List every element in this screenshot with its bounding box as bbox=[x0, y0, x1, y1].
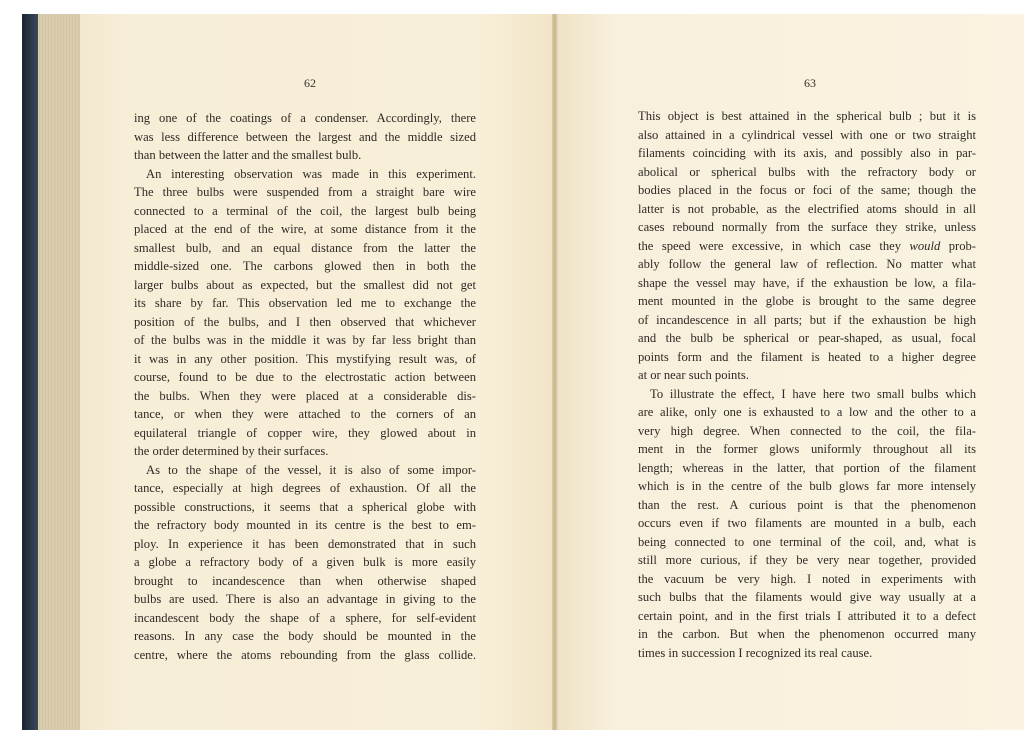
text-line: ploy. In experience it has been demonstrated that in such bbox=[134, 536, 476, 551]
text-line: latter is not probable, as the electrified atoms should in all bbox=[638, 201, 976, 216]
text-line: also attained in a cylindrical vessel with one or two straight bbox=[638, 127, 976, 142]
text-line: equilateral triangle of copper wire, they glowed about in bbox=[134, 425, 476, 440]
text-line: abolical or spherical bulbs with the refractory body or bbox=[638, 164, 976, 179]
text-line: To illustrate the effect, I have here two small bulbs which bbox=[650, 386, 976, 401]
text-line: which is in the centre of the bulb glows far more intensely bbox=[638, 479, 976, 493]
text-line: such bulbs that the filaments would give way usually at a bbox=[638, 590, 976, 604]
text-line: centre, where the atoms rebounding from the glass collide. bbox=[134, 647, 476, 662]
text-line: in the carbon. But when the phenomenon occurred many bbox=[638, 627, 976, 641]
text-line: and the bulb be spherical or pear-shaped, as usual, focal bbox=[638, 331, 976, 345]
text-line: was less difference between the largest and the middle sized bbox=[134, 129, 476, 144]
text-line: it was in any other position. This mystifying result was, of bbox=[134, 351, 476, 366]
page-edges bbox=[38, 14, 80, 730]
text-line: the vacuum be very high. I noted in experiments with bbox=[638, 571, 976, 586]
text-line: incandescent body the shape of a sphere, for self-evident bbox=[134, 610, 476, 625]
text-line: smallest bulb, and an equal distance from the latter the bbox=[134, 240, 476, 255]
text-line: bulbs are used. There is also an advantage in giving to the bbox=[134, 592, 476, 606]
text-line: than between the latter and the smallest bulb. bbox=[134, 148, 362, 162]
text-line: ment mounted in the globe is brought to the same degree bbox=[638, 294, 976, 308]
text-line: tance, especially at high degrees of exhaustion. Of all the bbox=[134, 481, 476, 495]
text-line: tance, or when they were attached to the corners of an bbox=[134, 407, 476, 421]
text-line: placed at the end of the wire, at some distance from it the bbox=[134, 222, 476, 236]
text-line: at or near such points. bbox=[638, 368, 749, 382]
left-page-number: 62 bbox=[304, 76, 316, 90]
text-line: brought to incandescence than when otherwise shaped bbox=[134, 573, 476, 588]
text-line: of the bulbs was in the middle it was by far less bright than bbox=[134, 333, 476, 347]
text-line: the order determined by their surfaces. bbox=[134, 444, 329, 458]
text-line: still more curious, if they be very near together, provided bbox=[638, 553, 976, 567]
text-line: certain point, and in the first trials I attributed it to a defect bbox=[638, 608, 976, 623]
text-line: occurs even if two filaments are mounted in a bulb, each bbox=[638, 516, 976, 530]
text-line: of incandescence in all parts; but if the exhaustion be high bbox=[638, 312, 976, 327]
text-line: bodies placed in the focus or foci of the same; though the bbox=[638, 183, 976, 197]
text-line: the speed were excessive, in which case they would prob- bbox=[638, 238, 976, 253]
text-line: a globe a refractory body of a given bulk is more easily bbox=[134, 555, 476, 569]
text-line: ment in the former glows uniformly throughout all its bbox=[638, 442, 976, 456]
text-line: the refractory body mounted in its centre is the best to em- bbox=[134, 518, 476, 532]
text-line: ing one of the coatings of a condenser. Accordingly, there bbox=[134, 111, 476, 125]
right-page-text bbox=[638, 107, 976, 662]
text-line: As to the shape of the vessel, it is also of some impor- bbox=[146, 462, 476, 477]
text-line: The three bulbs were suspended from a straight bare wire bbox=[134, 185, 476, 199]
text-line: possible constructions, it seems that a spherical globe with bbox=[134, 499, 476, 514]
text-line: very high degree. When connected to the coil, the fila- bbox=[638, 423, 976, 438]
text-line: points form and the filament is heated to a higher degree bbox=[638, 349, 976, 364]
text-line: the bulbs. When they were placed at a considerable dis- bbox=[134, 388, 476, 403]
text-line: cases rebound normally from the surface they strike, unless bbox=[638, 220, 976, 234]
text-line: larger bulbs about as expected, but the smallest did not get bbox=[134, 277, 476, 292]
text-line: course, found to be due to the electrostatic action between bbox=[134, 370, 476, 384]
left-page-text bbox=[134, 109, 476, 664]
text-line: reasons. In any case the body should be mounted in the bbox=[134, 629, 476, 643]
text-line: An interesting observation was made in this experiment. bbox=[146, 166, 476, 181]
right-page-number: 63 bbox=[804, 76, 816, 90]
text-line: filaments coinciding with its axis, and possibly also in par- bbox=[638, 146, 976, 160]
text-line: being connected to one terminal of the coil, and, what is bbox=[638, 534, 976, 549]
text-line: are alike, only one is exhausted to a low and the other to a bbox=[638, 405, 976, 419]
text-line: shape the vessel may have, if the exhaustion be low, a fila- bbox=[638, 275, 976, 290]
text-line: middle-sized one. The carbons glowed then in both the bbox=[134, 259, 476, 273]
text-line: times in succession I recognized its real cause. bbox=[638, 645, 873, 660]
text-line: position of the bulbs, and I then observed that whichever bbox=[134, 314, 476, 329]
text-line: its share by far. This observation led me to exchange the bbox=[134, 296, 476, 310]
book-binding bbox=[22, 14, 38, 730]
text-line: connected to a terminal of the coil, the largest bulb being bbox=[134, 203, 476, 218]
text-line: ably follow the general law of reflection. No matter what bbox=[638, 257, 976, 271]
text-line: length; whereas in the latter, that portion of the filament bbox=[638, 460, 976, 475]
text-line: than the rest. A curious point is that the phenomenon bbox=[638, 497, 976, 512]
text-line: This object is best attained in the spherical bulb ; but it is bbox=[638, 109, 976, 123]
